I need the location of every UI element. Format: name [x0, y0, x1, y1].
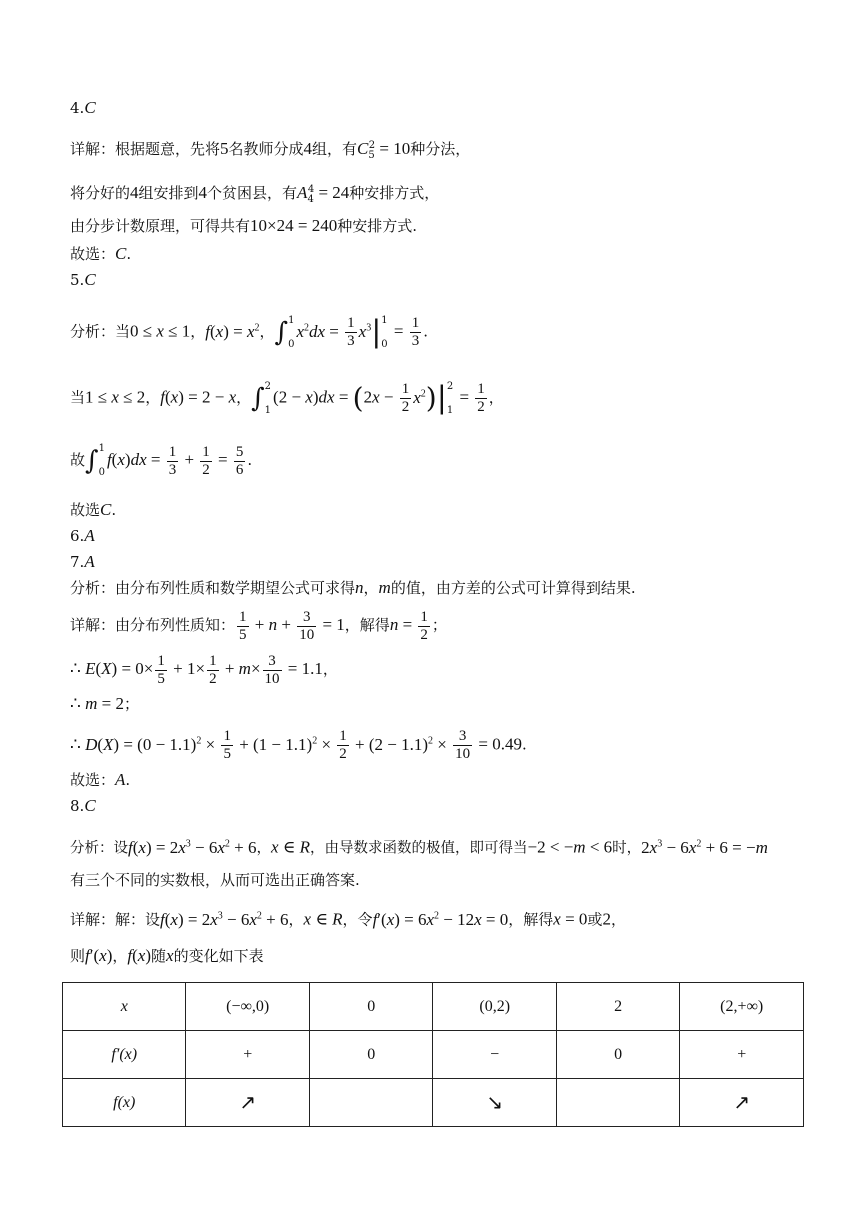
table-cell — [556, 1079, 679, 1127]
answer-8: 8.C — [70, 796, 96, 815]
answer-4: 4.C — [70, 98, 96, 117]
variation-table — [62, 982, 804, 1127]
table-cell: ↘ — [433, 1079, 556, 1127]
table-cell: − — [433, 1031, 556, 1079]
q5-choose: 故选C. — [70, 500, 117, 519]
table-cell: x — [63, 983, 186, 1031]
q7-m: ∴ m = 2； — [70, 694, 139, 713]
table-cell: f′(x) — [63, 1031, 186, 1079]
table-cell: (0,2) — [433, 983, 556, 1031]
table-row — [63, 1031, 804, 1079]
q5-analysis-3: 故∫1 0f(x)dx = $\frac{1}{3}$ + $\frac{1}{2}$ = $\frac{5}{6}$ . — [70, 443, 253, 478]
q8-analysis-2: 有三个不同的实数根，从而可选出正确答案. — [70, 871, 360, 889]
table-cell: ↗ — [680, 1079, 804, 1127]
q8-detail: 详解：解：设$f(x) = 2x^3 - 6x^2 + 6$，x ∈ R，令$f'(x) = 6x^2 - 12x = 0$，解得x = 0或2， — [70, 909, 626, 929]
q7-variance: ∴ $D(X) = (0 - 1.1)^2$ × $\frac{1}{5}$ + $(1 - 1.1)^2$ × $\frac{1}{2}$ + $(2 - 1.1)^2$ × $\frac{3}{10}$ = 0.49. — [70, 728, 527, 763]
q4-detail: 详解：根据题意，先将5名教师分成4组，有$C_5^2 = 10$种分法， — [70, 139, 471, 161]
q8-table-intro: 则f′(x)，f(x)随x的变化如下表 — [70, 946, 264, 965]
table-cell: 2 — [556, 983, 679, 1031]
q4-count: 由分步计数原理，可得共有10×24 = 240种安排方式. — [70, 216, 417, 235]
q5-analysis-2: 当1 ≤ x ≤ 2，f(x) = 2 − x，∫2 1(2 − x)dx = (2x − $\frac{1}{2}$ $x^2)|2$ 1 = $\frac{1}{2}$ ， — [70, 380, 504, 416]
answer-7: 7.A — [70, 552, 95, 571]
q7-choose: 故选：A. — [70, 770, 131, 789]
q4-choose: 故选：C. — [70, 244, 132, 263]
table-cell: 0 — [309, 1031, 432, 1079]
q7-expectation: ∴ E(X) = 0× $\frac{1}{5}$ + 1× $\frac{1}{2}$ + m× $\frac{3}{10}$ = 1.1， — [70, 652, 338, 687]
table-cell: (2,+∞) — [680, 983, 804, 1031]
q7-analysis: 分析：由分布列性质和数学期望公式可求得n，m的值，由方差的公式可计算得到结果. — [70, 578, 636, 597]
table-cell: + — [680, 1031, 804, 1079]
table-row — [63, 983, 804, 1031]
q7-detail: 详解：由分布列性质知： $\frac{1}{5}$ + n + $\frac{3}{10}$ = 1，解得n = $\frac{1}{2}$ ； — [70, 608, 447, 643]
q4-arrange: 将分好的4组安排到4个贫困县，有$A_4^4 = 24$种安排方式， — [70, 183, 440, 205]
table-cell: ↗ — [186, 1079, 309, 1127]
table-cell: (−∞,0) — [186, 983, 309, 1031]
q5-analysis-1: 分析：当0 ≤ x ≤ 1，$f(x) = x^2$，∫1 $0x^2dx$ = $\frac{1}{3}$ $x^3|1$ 0 = $\frac{1}{3}$ . — [70, 314, 429, 350]
answer-5: 5.C — [70, 270, 96, 289]
answer-6: 6.A — [70, 526, 95, 545]
table-cell: + — [186, 1031, 309, 1079]
table-row — [63, 1079, 804, 1127]
table-cell: 0 — [309, 983, 432, 1031]
q8-analysis-1: 分析：设$f(x) = 2x^3 - 6x^2 + 6$，x ∈ R，由导数求函数的极值，即可得当−2 < −m < 6时，$2x^3 - 6x^2 + 6 = -m$ — [70, 837, 768, 857]
table-cell: f(x) — [63, 1079, 186, 1127]
table-cell: 0 — [556, 1031, 679, 1079]
table-cell — [309, 1079, 432, 1127]
